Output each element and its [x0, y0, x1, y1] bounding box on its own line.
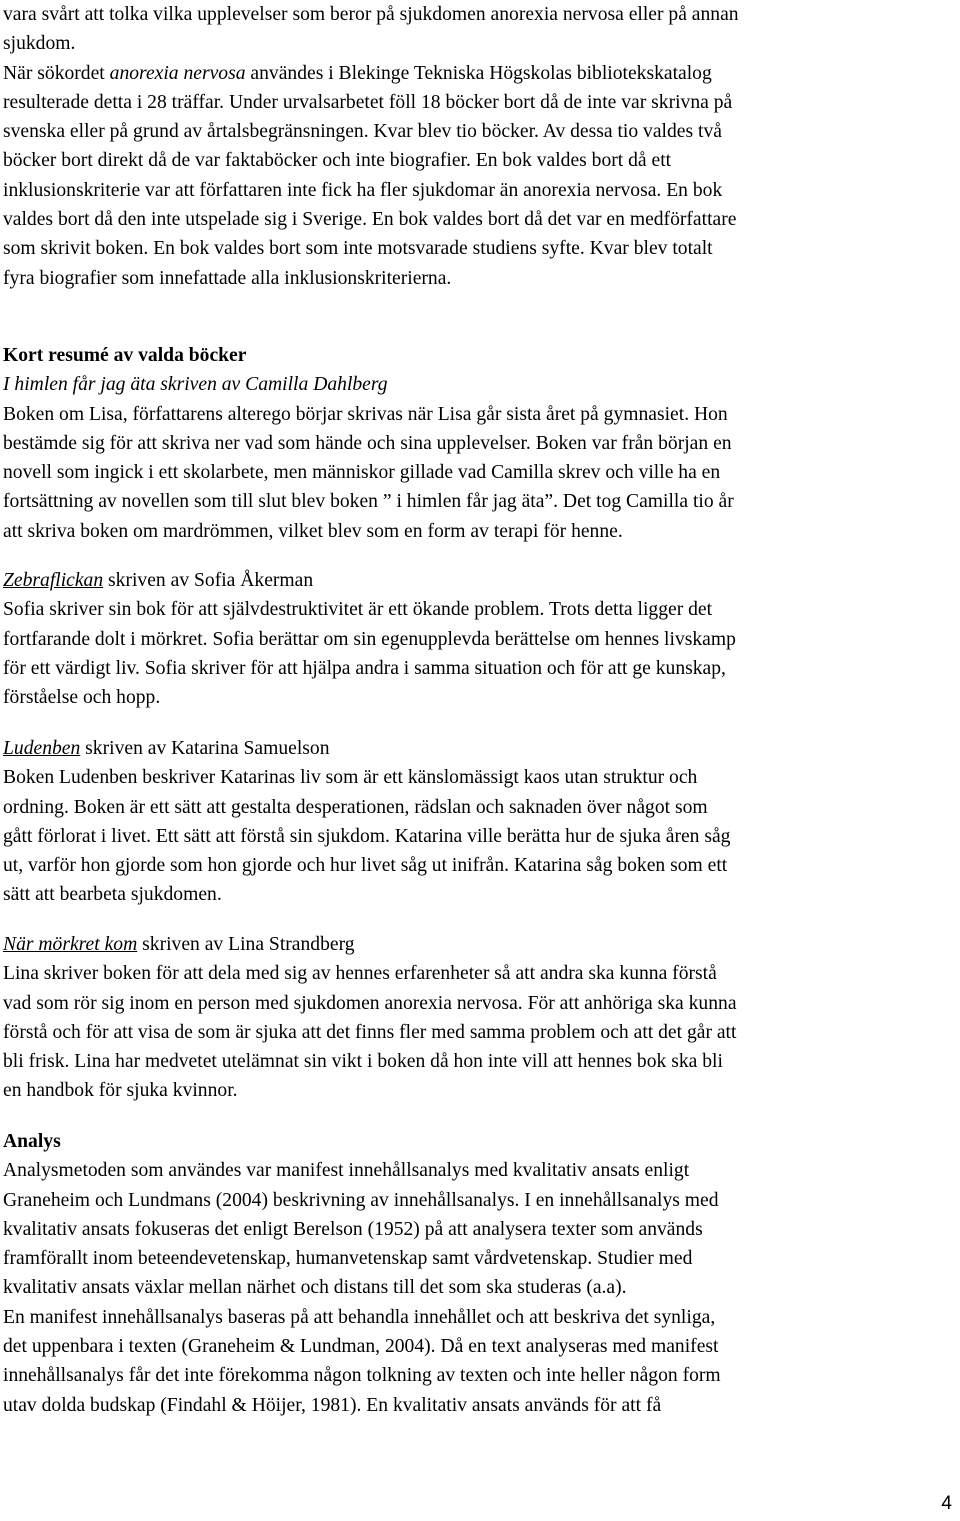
text-line: ordning. Boken är ett sätt att gestalta desperationen, rädslan och saknaden över något som	[3, 796, 708, 818]
text-line: framförallt inom beteendevetenskap, humanvetenskap samt vårdvetenskap. Studier med	[3, 1248, 693, 1270]
text-line: det uppenbara i texten (Graneheim & Lundman, 2004). Då en text analyseras med manifest	[3, 1336, 719, 1358]
text-line: kvalitativ ansats fokuseras det enligt Berelson (1952) på att analysera texter som används	[3, 1218, 703, 1240]
text-fragment: När sökordet	[3, 62, 110, 84]
text-line: inklusionskriterie var att författaren inte fick ha fler sjukdomar än anorexia nervosa. En bok	[3, 179, 723, 201]
book-author: skriven av Sofia Åkerman	[103, 570, 314, 591]
text-line: att skriva boken om mardrömmen, vilket blev som en form av terapi för henne.	[3, 520, 623, 542]
book-title: När mörkret kom	[3, 934, 138, 955]
text-line: bli frisk. Lina har medvetet utelämnat sin vikt i boken då hon inte vill att hennes bok ska bli	[3, 1051, 723, 1073]
book-title-line	[3, 734, 955, 763]
text-line: gått förlorat i livet. Ett sätt att förstå sin sjukdom. Katarina ville berätta hur de sjuka åren såg	[3, 825, 731, 847]
text-line: sjukdom.	[3, 33, 76, 55]
text-line: sätt att bearbeta sjukdomen.	[3, 884, 222, 906]
section-heading: Kort resumé av valda böcker	[3, 345, 247, 366]
book-entry-zebraflickan	[3, 566, 955, 712]
text-line: böcker bort direkt då de var faktaböcker och inte biografier. En bok valdes bort då ett	[3, 150, 672, 172]
book-title: Ludenben	[3, 738, 81, 759]
text-line: bestämde sig för att skriva ner vad som hände och sina upplevelser. Boken var från början en	[3, 432, 732, 454]
book-title-line	[3, 930, 955, 959]
text-line: Graneheim och Lundmans (2004) beskrivning av innehållsanalys. I en innehållsanalys med	[3, 1189, 719, 1211]
section-heading: Analys	[3, 1131, 61, 1152]
text-line: novell som ingick i ett skolarbete, men människor gillade vad Camilla skrev och ville ha en	[3, 462, 721, 484]
text-line: förstå och för att visa de som är sjuka att det finns fler med samma problem och att det går att	[3, 1021, 737, 1043]
text-line: för ett värdigt liv. Sofia skriver för att hjälpa andra i samma situation och för att ge kunskap,	[3, 657, 726, 679]
text-line: valdes bort då den inte utspelade sig i Sverige. En bok valdes bort då det var en medförfattare	[3, 209, 737, 231]
text-line: förståelse och hopp.	[3, 687, 161, 709]
text-line: vad som rör sig inom en person med sjukdomen anorexia nervosa. För att anhöriga ska kunna	[3, 992, 737, 1014]
text-fragment: användes i Blekinge Tekniska Högskolas bibliotekskatalog	[245, 62, 712, 84]
text-line: fyra biografier som innefattade alla inklusionskriterierna.	[3, 267, 452, 289]
book-title: Zebraflickan	[3, 570, 104, 591]
search-term-line	[3, 59, 955, 88]
text-line: svenska eller på grund av årtalsbegränsningen. Kvar blev tio böcker. Av dessa tio valdes två	[3, 121, 722, 143]
book-entry-ludenben	[3, 734, 955, 910]
text-line: Boken Ludenben beskriver Katarinas liv som är ett känslomässigt kaos utan struktur och	[3, 767, 698, 789]
text-line: fortsättning av novellen som till slut blev boken ” i himlen får jag äta”. Det tog Camilla tio år	[3, 491, 734, 513]
text-line: Analysmetoden som användes var manifest innehållsanalys med kvalitativ ansats enligt	[3, 1160, 690, 1182]
text-line: Lina skriver boken för att dela med sig av hennes erfarenheter så att andra ska kunna förstå	[3, 963, 717, 985]
text-line: en handbok för sjuka kvinnor.	[3, 1080, 238, 1102]
book-title-line: I himlen får jag äta skriven av Camilla Dahlberg	[3, 374, 388, 396]
book-author: skriven av Katarina Samuelson	[80, 738, 330, 759]
search-term: anorexia nervosa	[109, 62, 246, 84]
text-line: ut, varför hon gjorde som hon gjorde och hur livet såg ut inifrån. Katarina såg boken som ett	[3, 855, 728, 877]
page-number: 4	[941, 1493, 952, 1514]
book-title-line	[3, 566, 955, 595]
text-line: utav dolda budskap (Findahl & Höijer, 1981). En kvalitativ ansats används för att få	[3, 1394, 662, 1416]
text-line: vara svårt att tolka vilka upplevelser som beror på sjukdomen anorexia nervosa eller på annan	[3, 4, 739, 25]
text-line: Sofia skriver sin bok för att självdestruktivitet är ett ökande problem. Trots detta ligger det	[3, 599, 713, 621]
text-line: som skrivit boken. En bok valdes bort som inte motsvarade studiens syfte. Kvar blev totalt	[3, 238, 713, 260]
text-line: resulterade detta i 28 träffar. Under urvalsarbetet föll 18 böcker bort då de inte var skrivna på	[3, 91, 733, 113]
book-entry-nar-morkret-kom	[3, 930, 955, 1106]
intro-paragraph	[3, 0, 955, 293]
text-line: En manifest innehållsanalys baseras på att behandla innehållet och att beskriva det synliga,	[3, 1306, 716, 1328]
text-line: Boken om Lisa, författarens alterego börjar skrivas när Lisa går sista året på gymnasiet. Hon	[3, 403, 728, 425]
analys-section	[3, 1127, 955, 1420]
resume-section	[3, 341, 955, 546]
text-line: innehållsanalys får det inte förekomma någon tolkning av texten och inte heller någon form	[3, 1365, 721, 1387]
book-author: skriven av Lina Strandberg	[137, 934, 355, 955]
text-line: fortfarande dolt i mörkret. Sofia berättar om sin egenupplevda berättelse om hennes livskamp	[3, 628, 736, 650]
text-line: kvalitativ ansats växlar mellan närhet och distans till det som ska studeras (a.a).	[3, 1277, 627, 1299]
